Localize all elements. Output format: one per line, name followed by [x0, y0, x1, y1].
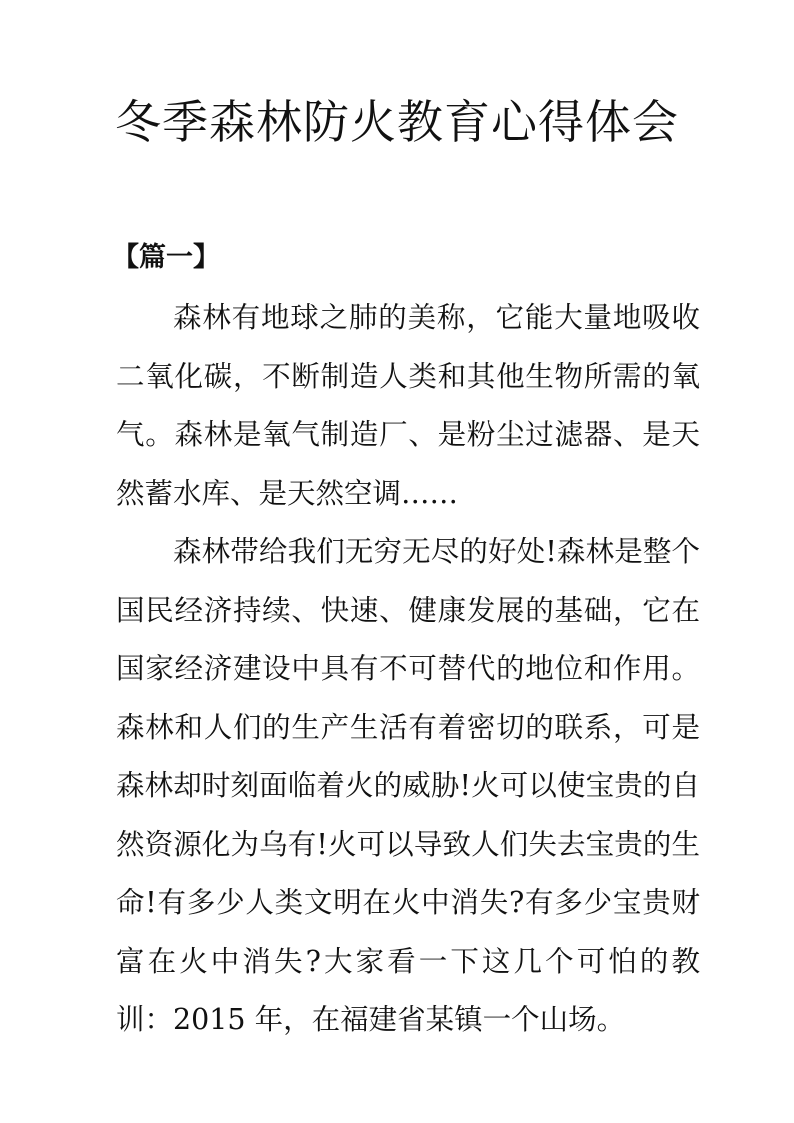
body-paragraph: 森林有地球之肺的美称，它能大量地吸收二氧化碳，不断制造人类和其他生物所需的氧气。森林是氧气制造厂、是粉尘过滤器、是天然蓄水库、是天然空调……: [116, 301, 700, 510]
section-heading: 【篇一】: [112, 242, 220, 273]
document-title: 冬季森林防火教育心得体会: [115, 95, 679, 149]
body-paragraph: 森林带给我们无穷无尽的好处!森林是整个国民经济持续、快速、健康发展的基础，它在国家经济建设中具有不可替代的地位和作用。森林和人们的生产生活有着密切的联系，可是森林却时刻面临着火的威胁!火可以使宝贵的自然资源化为乌有!火可以导致人们失去宝贵的生命!有多少人类文明在火中消失?有多少宝贵财富在火中消失?大家看一下这几个可怕的教训：2015 年，在福建省某镇一个山场。: [116, 535, 700, 1036]
